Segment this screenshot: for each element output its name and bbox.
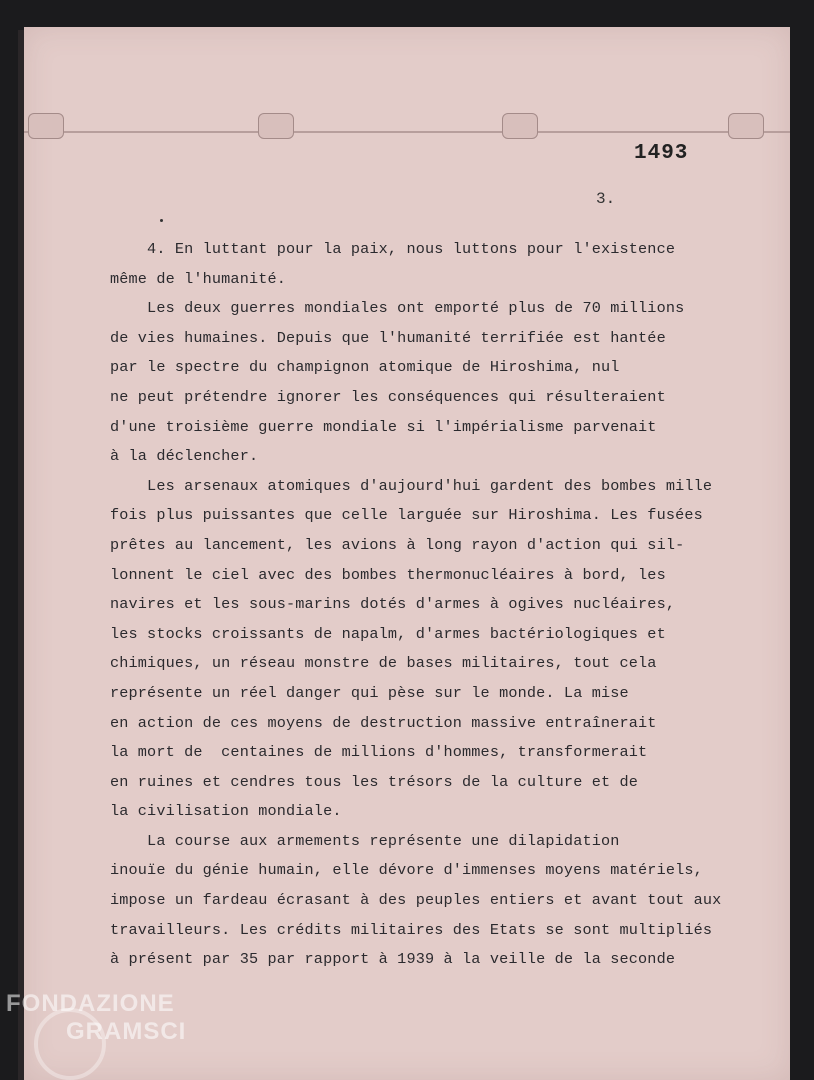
text-line: les stocks croissants de napalm, d'armes bactériologiques et: [110, 624, 666, 643]
text-line: représente un réel danger qui pèse sur le monde. La mise: [110, 683, 629, 702]
text-line: La course aux armements représente une dilapidation: [110, 831, 620, 850]
binding-tab: [502, 113, 538, 139]
text-line: ne peut prétendre ignorer les conséquences qui résulteraient: [110, 387, 666, 406]
text-line: à présent par 35 par rapport à 1939 à la veille de la seconde: [110, 950, 676, 969]
watermark: [6, 990, 186, 1046]
document-body: [110, 235, 750, 975]
text-line: à la déclencher.: [110, 447, 259, 466]
text-line: navires et les sous-marins dotés d'armes à ogives nucléaires,: [110, 595, 676, 614]
binding-tab: [258, 113, 294, 139]
text-line: lonnent le ciel avec des bombes thermonucléaires à bord, les: [110, 565, 666, 584]
text-line: de vies humaines. Depuis que l'humanité terrifiée est hantée: [110, 328, 666, 347]
text-line: prêtes au lancement, les avions à long rayon d'action qui sil-: [110, 535, 685, 554]
ink-mark: [160, 219, 163, 222]
text-line: d'une troisième guerre mondiale si l'impérialisme parvenait: [110, 417, 657, 436]
text-line: Les deux guerres mondiales ont emporté plus de 70 millions: [110, 299, 685, 318]
text-line: impose un fardeau écrasant à des peuples entiers et avant tout aux: [110, 891, 722, 910]
binding-strip: [24, 73, 790, 133]
text-line: même de l'humanité.: [110, 269, 287, 288]
page-number: 3.: [596, 190, 616, 208]
text-line: par le spectre du champignon atomique de Hiroshima, nul: [110, 358, 620, 377]
binding-tab: [728, 113, 764, 139]
text-line: en action de ces moyens de destruction massive entraînerait: [110, 713, 657, 732]
text-line: Les arsenaux atomiques d'aujourd'hui gardent des bombes mille: [110, 476, 713, 495]
text-line: fois plus puissantes que celle larguée sur Hiroshima. Les fusées: [110, 506, 703, 525]
text-line: la civilisation mondiale.: [110, 802, 342, 821]
binding-line: [24, 131, 790, 133]
text-line: 4. En luttant pour la paix, nous luttons pour l'existence: [110, 240, 676, 258]
text-line: la mort de centaines de millions d'hommes, transformerait: [110, 743, 648, 762]
text-line: en ruines et cendres tous les trésors de la culture et de: [110, 772, 639, 791]
watermark-line-1: FONDAZIONE: [6, 990, 175, 1017]
binding-tab: [28, 113, 64, 139]
folio-number: 1493: [634, 142, 689, 165]
text-line: inouïe du génie humain, elle dévore d'immenses moyens matériels,: [110, 861, 703, 880]
watermark-line-2: GRAMSCI: [66, 1018, 187, 1045]
text-line: travailleurs. Les crédits militaires des Etats se sont multipliés: [110, 920, 713, 939]
text-line: chimiques, un réseau monstre de bases militaires, tout cela: [110, 654, 657, 673]
